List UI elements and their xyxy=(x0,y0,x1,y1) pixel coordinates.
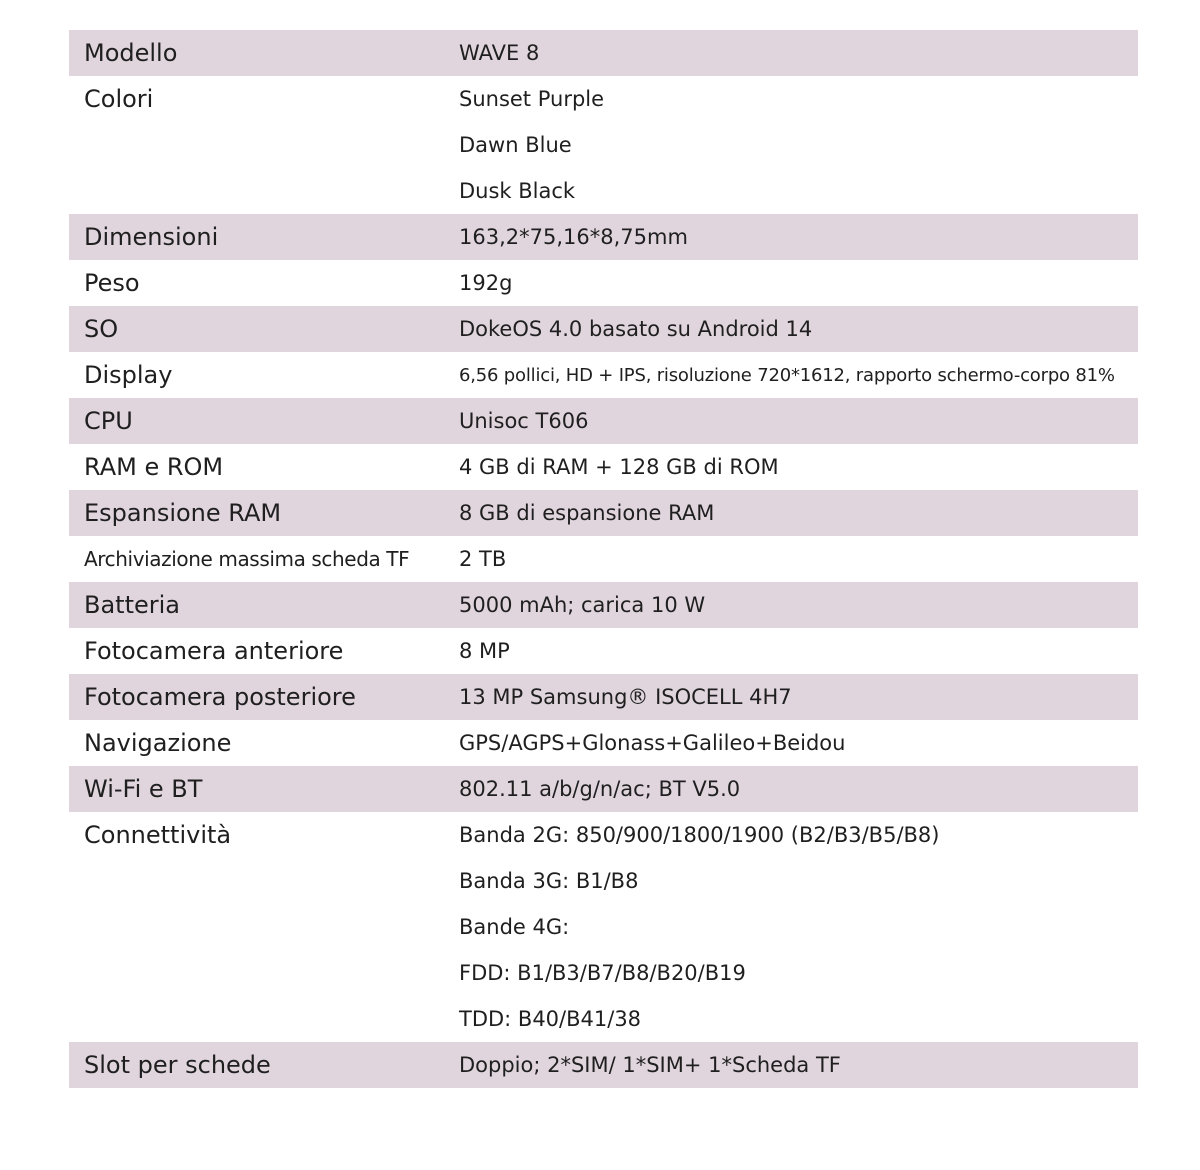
spec-value: TDD: B40/B41/38 xyxy=(459,1007,642,1031)
spec-row-archiviazione-tf xyxy=(69,536,1138,582)
spec-row-wifi-bt xyxy=(69,766,1138,812)
spec-values xyxy=(443,398,1138,444)
spec-row-connettivita xyxy=(69,812,1138,1042)
spec-value: WAVE 8 xyxy=(459,41,540,65)
spec-row-cpu xyxy=(69,398,1138,444)
spec-row-espansione-ram xyxy=(69,490,1138,536)
spec-label: Wi-Fi e BT xyxy=(84,775,203,803)
spec-label: Fotocamera anteriore xyxy=(84,637,344,665)
spec-values xyxy=(443,444,1138,490)
spec-label: Archiviazione massima scheda TF xyxy=(84,547,410,571)
spec-row-ram-rom xyxy=(69,444,1138,490)
spec-values xyxy=(443,628,1138,674)
spec-label: CPU xyxy=(84,407,133,435)
spec-label: Modello xyxy=(84,39,178,67)
spec-row-slot-schede xyxy=(69,1042,1138,1088)
spec-value: Dawn Blue xyxy=(459,133,572,157)
spec-label: Batteria xyxy=(84,591,180,619)
spec-value: Sunset Purple xyxy=(459,87,605,111)
spec-values xyxy=(443,720,1138,766)
spec-row-modello xyxy=(69,30,1138,76)
spec-value: 13 MP Samsung® ISOCELL 4H7 xyxy=(459,685,792,709)
spec-value: 8 GB di espansione RAM xyxy=(459,501,715,525)
spec-value: 4 GB di RAM + 128 GB di ROM xyxy=(459,455,779,479)
spec-label: RAM e ROM xyxy=(84,453,224,481)
spec-label: Dimensioni xyxy=(84,223,219,251)
spec-row-batteria xyxy=(69,582,1138,628)
spec-values xyxy=(443,306,1138,352)
spec-values xyxy=(443,260,1138,306)
spec-values xyxy=(443,1042,1138,1088)
spec-value: 5000 mAh; carica 10 W xyxy=(459,593,706,617)
spec-value: Dusk Black xyxy=(459,179,576,203)
spec-label: Display xyxy=(84,361,173,389)
spec-row-dimensioni xyxy=(69,214,1138,260)
spec-table xyxy=(69,30,1138,1088)
spec-label: Slot per schede xyxy=(84,1051,271,1079)
spec-row-fotocamera-posteriore xyxy=(69,674,1138,720)
spec-row-navigazione xyxy=(69,720,1138,766)
spec-values xyxy=(443,674,1138,720)
spec-value: 192g xyxy=(459,271,513,295)
spec-label: SO xyxy=(84,315,119,343)
spec-values xyxy=(443,812,1138,1042)
spec-label: Fotocamera posteriore xyxy=(84,683,356,711)
spec-values xyxy=(443,76,1138,214)
spec-value: DokeOS 4.0 basato su Android 14 xyxy=(459,317,813,341)
spec-values xyxy=(443,352,1138,398)
spec-values xyxy=(443,536,1138,582)
spec-value: GPS/AGPS+Glonass+Galileo+Beidou xyxy=(459,731,846,755)
spec-row-colori xyxy=(69,76,1138,214)
spec-value: Unisoc T606 xyxy=(459,409,589,433)
spec-values xyxy=(443,30,1138,76)
spec-values xyxy=(443,582,1138,628)
spec-label: Connettività xyxy=(84,821,232,849)
spec-label: Colori xyxy=(84,85,154,113)
spec-value: 2 TB xyxy=(459,547,507,571)
spec-row-peso xyxy=(69,260,1138,306)
spec-value: 8 MP xyxy=(459,639,510,663)
spec-value: Banda 2G: 850/900/1800/1900 (B2/B3/B5/B8) xyxy=(459,823,940,847)
spec-value: Doppio; 2*SIM/ 1*SIM+ 1*Scheda TF xyxy=(459,1053,841,1077)
spec-value: FDD: B1/B3/B7/B8/B20/B19 xyxy=(459,961,746,985)
spec-label: Navigazione xyxy=(84,729,232,757)
spec-label: Espansione RAM xyxy=(84,499,282,527)
spec-value: 6,56 pollici, HD + IPS, risoluzione 720*1612, rapporto schermo-corpo 81% xyxy=(459,365,1115,386)
spec-row-so xyxy=(69,306,1138,352)
spec-row-display xyxy=(69,352,1138,398)
spec-values xyxy=(443,490,1138,536)
spec-label: Peso xyxy=(84,269,140,297)
spec-value: Banda 3G: B1/B8 xyxy=(459,869,639,893)
spec-row-fotocamera-anteriore xyxy=(69,628,1138,674)
spec-value: 163,2*75,16*8,75mm xyxy=(459,225,688,249)
spec-value: 802.11 a/b/g/n/ac; BT V5.0 xyxy=(459,777,741,801)
spec-values xyxy=(443,214,1138,260)
spec-value: Bande 4G: xyxy=(459,915,570,939)
spec-values xyxy=(443,766,1138,812)
